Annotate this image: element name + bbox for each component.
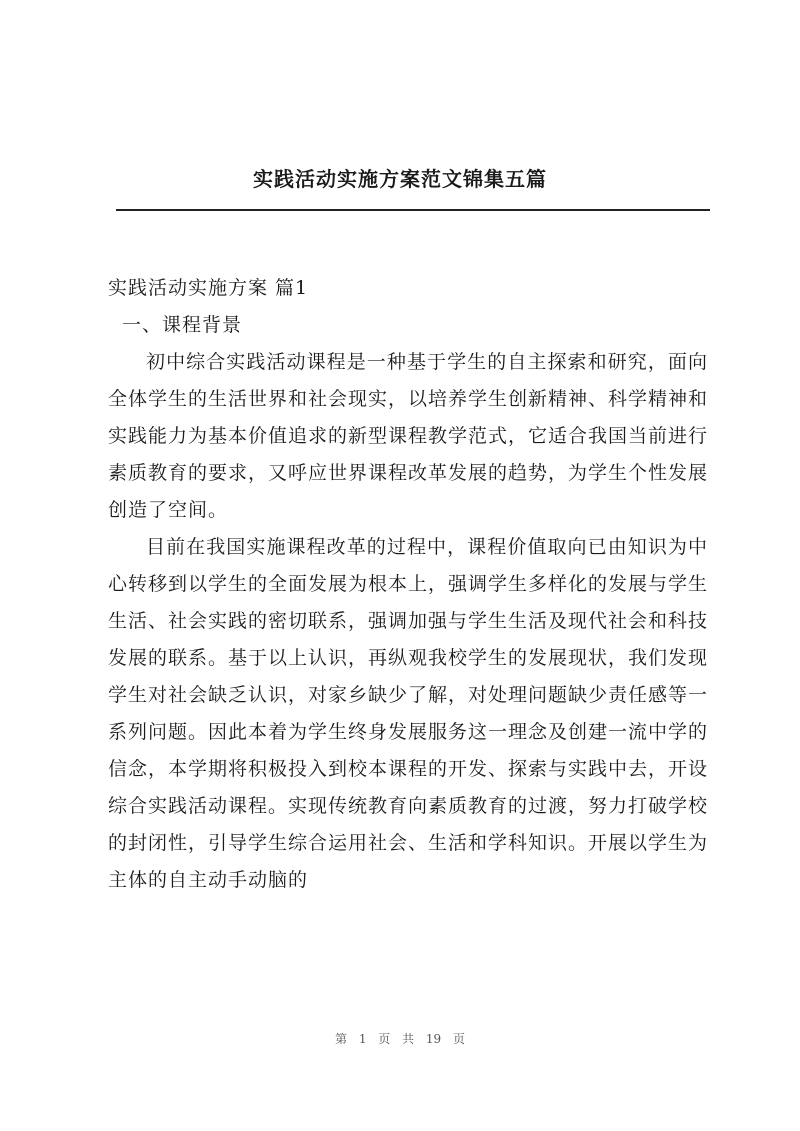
page-footer: 第 1 页 共 19 页 (335, 1032, 465, 1046)
sub-heading: 一、课程背景 (122, 314, 243, 336)
title-divider (116, 209, 710, 211)
section-heading: 实践活动实施方案 篇1 (108, 277, 309, 299)
paragraph-1: 初中综合实践活动课程是一种基于学生的自主探索和研究，面向全体学生的生活世界和社会现实，以培养学生创新精神、科学精神和实践能力为基本价值追求的新型课程教学范式，它适合我国当前进行素质教育的要求，又呼应世界课程改革发展的趋势，为学生个性发展创造了空间。 (108, 351, 709, 521)
paragraph-2: 目前在我国实施课程改革的过程中，课程价值取向已由知识为中心转移到以学生的全面发展为根本上，强调学生多样化的发展与学生生活、社会实践的密切联系，强调加强与学生生活及现代社会和科技发展的联系。基于以上认识，再纵观我校学生的发展现状，我们发现学生对社会缺乏认识，对家乡缺少了解，对处理问题缺少责任感等一系列问题。因此本着为学生终身发展服务这一理念及创建一流中学的信念，本学期将积极投入到校本课程的开发、探索与实践中去，开设综合实践活动课程。实现传统教育向素质教育的过渡，努力打破学校的封闭性，引导学生综合运用社会、生活和学科知识。开展以学生为主体的自主动手动脑的 (108, 536, 709, 891)
document-body (108, 270, 708, 899)
document-title: 实践活动实施方案范文锦集五篇 (253, 167, 547, 191)
